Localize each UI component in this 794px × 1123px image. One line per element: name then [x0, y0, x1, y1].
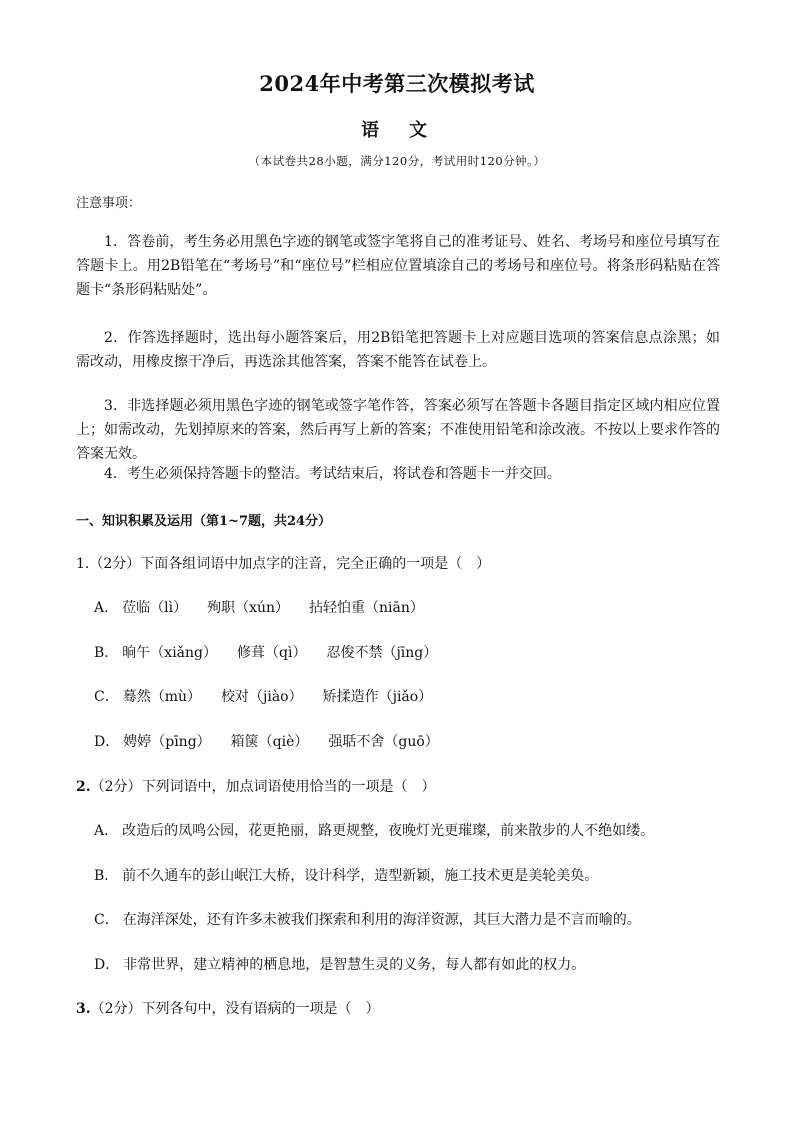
question-number: 3. [76, 1001, 91, 1017]
option-letter: A． [94, 600, 119, 616]
option-letter: D． [94, 734, 120, 750]
notice-item-1: 1．答卷前，考生务必用黑色字迹的钢笔或签字笔将自己的准考证号、姓名、考场号和座位号填写在答题卡上。用2B铅笔在“考场号”和“座位号”栏相应位置填涂自己的考场号和座位号。将条形码粘贴在答题卡“条形码粘贴处”。 [76, 234, 720, 298]
question-2 [76, 777, 720, 797]
exam-title: 2024年中考第三次模拟考试 [259, 71, 535, 96]
option-word: 拈轻怕重（niān） [309, 600, 424, 616]
option-word: 娉婷（pīng） [123, 734, 211, 750]
option-letter: A． [94, 823, 119, 839]
notice-heading: 注意事项： [76, 196, 142, 211]
question-2-option-b [94, 866, 720, 886]
question-number: 2. [76, 779, 91, 795]
option-text: 前不久通车的彭山岷江大桥，设计科学，造型新颖，施工技术更是美轮美奂。 [122, 868, 599, 884]
option-word: 校对（jiào） [221, 689, 303, 705]
option-word: 修葺（qì） [237, 645, 307, 661]
question-3 [76, 999, 720, 1019]
notice-item-3: 3．非选择题必须用黑色字迹的钢笔或签字笔作答，答案必须写在答题卡各题目指定区域内相应位置上；如需改动，先划掉原来的答案，然后再写上新的答案；不准使用铅笔和涂改液。不按以上要求作答的答案无效。 [76, 398, 720, 462]
question-1-option-b [94, 643, 720, 663]
question-text: （2分）下面各组词语中加点字的注音，完全正确的一项是（ ） [89, 556, 491, 572]
question-1-option-c [94, 687, 720, 707]
notice-item-4: 4．考生必须保持答题卡的整洁。考试结束后，将试卷和答题卡一并交回。 [104, 466, 561, 482]
question-1-option-a [94, 598, 720, 618]
question-text: （2分）下列词语中，加点词语使用恰当的一项是（ ） [90, 779, 436, 795]
option-word: 蓦然（mù） [122, 689, 202, 705]
option-word: 强聒不舍（guō） [328, 734, 439, 750]
option-word: 忍俊不禁（jīng） [326, 645, 438, 661]
question-2-option-a [94, 821, 720, 841]
question-2-option-c [94, 910, 720, 930]
option-word: 殉职（xún） [207, 600, 290, 616]
option-letter: B． [94, 868, 119, 884]
option-text: 改造后的凤鸣公园，花更艳丽，路更规整，夜晚灯光更璀璨，前来散步的人不绝如缕。 [122, 823, 655, 839]
question-text: （2分）下列各句中，没有语病的一项是（ ） [90, 1001, 380, 1017]
option-word: 晌午（xiǎng） [122, 645, 217, 661]
question-1 [76, 554, 720, 574]
exam-subject: 语 文 [361, 120, 433, 141]
exam-info: （本试卷共28小题，满分120分，考试用时120分钟。） [248, 154, 546, 168]
option-text: 非常世界，建立精神的栖息地，是智慧生灵的义务，每人都有如此的权力。 [123, 957, 586, 973]
option-letter: D． [94, 957, 120, 973]
option-letter: B． [94, 645, 119, 661]
option-word: 矫揉造作（jiǎo） [322, 689, 433, 705]
option-text: 在海洋深处，还有许多未被我们探索和利用的海洋资源，其巨大潜力是不言而喻的。 [122, 912, 641, 928]
option-letter: C． [94, 912, 119, 928]
question-number: 1. [76, 556, 90, 572]
option-word: 莅临（lì） [122, 600, 188, 616]
question-2-option-d [94, 955, 720, 975]
section-heading: 一、知识积累及运用（第1~7题，共24分） [76, 514, 332, 529]
question-1-option-d [94, 732, 720, 752]
option-word: 箱箧（qiè） [230, 734, 309, 750]
notice-item-2: 2．作答选择题时，选出每小题答案后，用2B铅笔把答题卡上对应题目选项的答案信息点涂黑；如需改动，用橡皮擦干净后，再选涂其他答案，答案不能答在试卷上。 [76, 330, 720, 370]
option-letter: C． [94, 689, 119, 705]
